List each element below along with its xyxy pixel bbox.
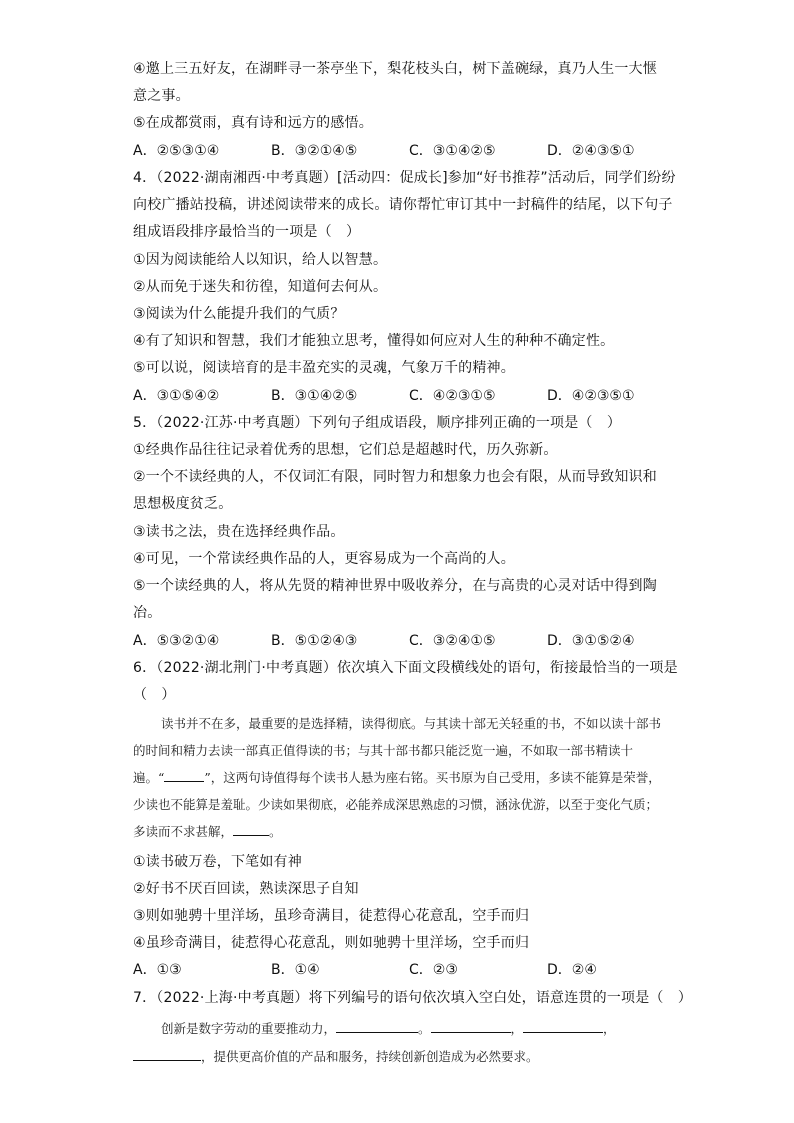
q4-option-a[interactable]: A．③①⑤④② (133, 388, 220, 404)
q6-option-d[interactable]: D．②④ (547, 962, 597, 978)
q4-item-5: ⑤可以说，阅读培育的是丰盈充实的灵魂，气象万千的精神。 (133, 360, 515, 376)
q4-stem-line2: 向校广播站投稿，讲述阅读带来的成长。请你帮忙审订其中一封稿件的结尾，以下句子 (133, 197, 673, 213)
q6-option-a[interactable]: A．①③ (133, 962, 182, 978)
q4-item-1: ①因为阅读能给人以知识，给人以智慧。 (133, 252, 388, 268)
q7-blank-2[interactable] (431, 1018, 511, 1033)
q6-item-4: ④虽珍奇满目，徒惹得心花意乱，则如驰骋十里洋场，空手而归 (133, 935, 530, 951)
q3-item5: ⑤在成都赏雨，真有诗和远方的感悟。 (133, 115, 373, 131)
q6-item-2: ②好书不厌百回读，熟读深思子自知 (133, 881, 359, 897)
q5-item-1: ①经典作品往往记录着优秀的思想，它们总是超越时代，历久弥新。 (133, 442, 558, 458)
q5-item-2-line1: ②一个不读经典的人，不仅词汇有限，同时智力和想象力也会有限，从而导致知识和 (133, 469, 657, 485)
q5-item-5-line2: 冶。 (133, 605, 162, 621)
q4-stem-line3: 组成语段排序最恰当的一项是（ ） (133, 224, 361, 240)
q5-option-c[interactable]: C．③②④①⑤ (409, 633, 496, 649)
q4-option-d[interactable]: D．④②③⑤① (547, 388, 635, 404)
q6-options (133, 960, 663, 980)
q7-blank-4[interactable] (133, 1046, 201, 1061)
q7-passage-start: 创新是数字劳动的重要推动力， (161, 1021, 337, 1036)
q5-item-4: ④可见，一个常读经典作品的人，更容易成为一个高尚的人。 (133, 551, 515, 567)
q5-item-5-line1: ⑤一个读经典的人，将从先贤的精神世界中吸收养分，在与高贵的心灵对话中得到陶 (133, 578, 657, 594)
q6-passage-part3: 。 (269, 824, 282, 839)
q4-item-3: ③阅读为什么能提升我们的气质？ (133, 306, 345, 322)
q7-passage-end: ，提供更高价值的产品和服务，持续创新创造成为必然要求。 (201, 1049, 539, 1064)
q6-option-c[interactable]: C．②③ (409, 962, 458, 978)
q7-sep-3: ， (603, 1021, 616, 1036)
q3-option-a[interactable]: A．②⑤③①④ (133, 143, 220, 159)
q5-item-3: ③读书之法，贵在选择经典作品。 (133, 524, 345, 540)
q4-options (133, 386, 663, 406)
q3-item4-line2: 意之事。 (133, 88, 190, 104)
q7-stem: 7．（2022·上海·中考真题）将下列编号的语句依次填入空白处，语意连贯的一项是（ ） (133, 990, 693, 1006)
q3-option-b[interactable]: B．③②①④⑤ (271, 143, 358, 159)
q5-option-a[interactable]: A．⑤③②①④ (133, 633, 220, 649)
q7-blank-1[interactable] (336, 1018, 418, 1033)
q6-passage (133, 710, 663, 845)
q6-item-3: ③则如驰骋十里洋场，虽珍奇满目，徒惹得心花意乱，空手而归 (133, 908, 530, 924)
q3-option-d[interactable]: D．②④③⑤① (547, 143, 635, 159)
q4-stem-line1: 4．（2022·湖南湘西·中考真题）[活动四：促成长]参加“好书推荐”活动后，同学们纷纷 (133, 170, 676, 186)
q5-option-d[interactable]: D．③①⑤②④ (547, 633, 635, 649)
q6-blank-1[interactable] (164, 767, 204, 782)
q4-item-4: ④有了知识和智慧，我们才能独立思考，懂得如何应对人生的种种不确定性。 (133, 333, 615, 349)
q4-item-2: ②从而免于迷失和彷徨，知道何去何从。 (133, 279, 388, 295)
q7-passage (133, 1015, 663, 1071)
q5-stem: 5．（2022·江苏·中考真题）下列句子组成语段，顺序排列正确的一项是（ ） (133, 415, 622, 431)
q7-blank-3[interactable] (523, 1018, 603, 1033)
q6-passage-part2: ”，这两句诗值得每个读书人悬为座右铭。买书原为自己受用，多读不能算是荣誉，少读也不能算是羞耻。少读如果彻底，必能养成深思熟虑的习惯，涵泳优游，以至于变化气质；多读而不求甚解， (133, 770, 661, 839)
q7-sep-2: ， (510, 1021, 524, 1036)
q3-options (133, 141, 663, 161)
q3-item4-line1: ④邀上三五好友，在湖畔寻一茶亭坐下，梨花枝头白，树下盖碗绿，真乃人生一大惬 (133, 61, 657, 77)
q6-passage-part1: 读书并不在多，最重要的是选择精，读得彻底。与其读十部无关轻重的书，不如以读十部书的时间和精力去读一部真正值得读的书；与其十部书都只能泛览一遍，不如取一部书精读十遍。“ (133, 716, 662, 785)
q4-option-b[interactable]: B．③①④②⑤ (271, 388, 358, 404)
q3-option-c[interactable]: C．③①④②⑤ (409, 143, 496, 159)
q6-stem-line1: 6．（2022·湖北荆门·中考真题）依次填入下面文段横线处的语句，衔接最恰当的一项是 (133, 660, 678, 676)
q5-option-b[interactable]: B．⑤①②④③ (271, 633, 358, 649)
q5-item-2-line2: 思想极度贫乏。 (133, 496, 233, 512)
q6-item-1: ①读书破万卷，下笔如有神 (133, 854, 302, 870)
q6-stem-line2: （ ） (133, 687, 176, 703)
q6-blank-2[interactable] (233, 821, 269, 836)
q5-options (133, 631, 663, 651)
q6-option-b[interactable]: B．①④ (271, 962, 320, 978)
q7-sep-1: 。 (418, 1021, 431, 1036)
q4-option-c[interactable]: C．④②③①⑤ (409, 388, 496, 404)
